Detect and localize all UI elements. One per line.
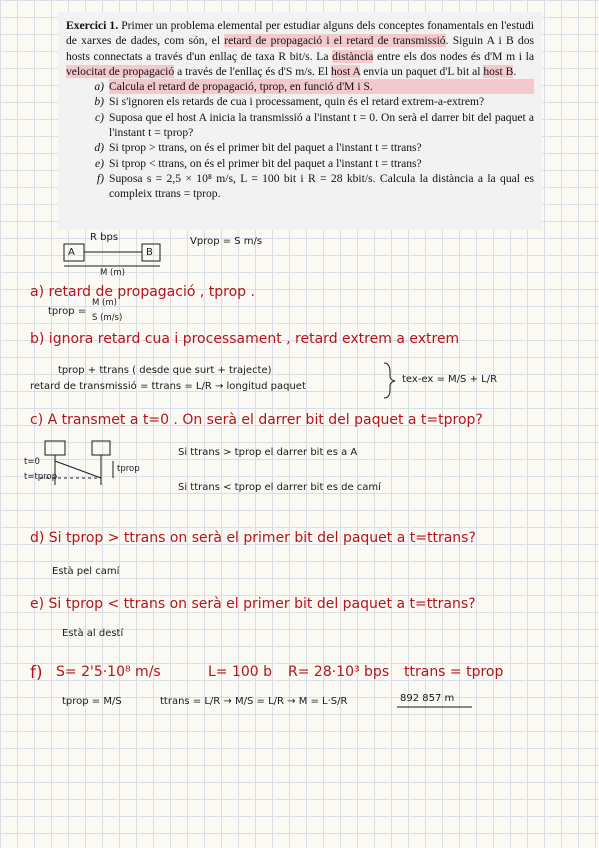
answer-b-line2: retard de transmissió = ttrans = L/R → longitud paquet (30, 381, 306, 392)
answer-c-case2: Si ttrans < tprop el darrer bit es de camí (178, 482, 381, 493)
answer-b-title: b) ignora retard cua i processament , retard extrem a extrem (30, 331, 460, 347)
timing-signal (55, 461, 101, 478)
highlight-host-a: host A (330, 64, 361, 78)
answer-f-condition: ttrans = tprop (404, 664, 504, 680)
timing-node-b (92, 441, 110, 455)
answer-c-case1: Si ttrans > tprop el darrer bit es a A (178, 447, 358, 458)
diagram-distance: M (m) (100, 268, 125, 278)
question-c: c) Suposa que el host A inicia la transmissió a l'instant t = 0. On serà el darrer bit del paquet a l'instant t = tprop? (94, 110, 534, 140)
answer-a-numerator: M (m) (92, 298, 117, 308)
highlight-host-b: host B (483, 64, 514, 78)
highlight-velocitat: velocitat de propagació (66, 64, 175, 78)
diagram-rate: R bps (90, 232, 119, 243)
problem-intro: Exercici 1. Primer un problema elemental per estudiar alguns dels conceptes fonamentals en l'estudi de xarxes de dades, com són, el retard de propagació i el retard de transmissió. Siguin A i B dos hosts connectats a través d'un enllaç de taxa R bit/s. La distància entre els dos nodes és d'M m i la velocitat de propagació a través de l'enllaç és d'S m/s. El host A envia un paquet d'L bit al host B. (66, 19, 534, 78)
answer-d-text: Està pel camí (52, 566, 120, 577)
timing-t0-label: t=0 (24, 457, 40, 467)
answer-c-title: c) A transmet a t=0 . On serà el darrer bit del paquet a t=tprop? (30, 412, 483, 428)
timing-node-a (45, 441, 65, 455)
answer-d-title: d) Si tprop > ttrans on serà el primer bit del paquet a t=ttrans? (30, 530, 476, 546)
diagram-node-a: A (68, 247, 75, 258)
answer-b-result: tex-ex = M/S + L/R (402, 374, 498, 385)
exercise-heading: Exercici 1. (66, 19, 119, 32)
answer-a-title: a) retard de propagació , tprop . (30, 284, 255, 300)
vprop-note: Vprop = S m/s (190, 236, 263, 247)
highlight-distancia: distància (332, 49, 374, 63)
diagram-node-b: B (146, 247, 153, 258)
question-f: f) Suposa s = 2,5 × 10⁸ m/s, L = 100 bit i R = 28 kbit/s. Calcula la distància a la qual es compleix ttrans = tprop. (96, 171, 534, 201)
answer-f-length: L= 100 b (208, 664, 273, 680)
answer-f-speed: S= 2'5·10⁸ m/s (56, 664, 161, 680)
answer-a-lhs: tprop = (48, 306, 87, 317)
answer-b-line1: tprop + ttrans ( desde que surt + trajecte) (58, 365, 272, 376)
answer-a-denominator: S (m/s) (92, 313, 123, 323)
answer-e-title: e) Si tprop < ttrans on serà el primer bit del paquet a t=ttrans? (30, 596, 476, 612)
timing-tprop-label: t=tprop (24, 472, 58, 482)
brace (384, 363, 395, 398)
timing-bracket-label: tprop (117, 464, 140, 474)
highlight-retards: retard de propagació i el retard de transmissió (224, 34, 446, 48)
question-e: e) Si tprop < ttrans, on és el primer bit del paquet a l'instant t = ttrans? (94, 156, 422, 170)
answer-f-derivation: ttrans = L/R → M/S = L/R → M = L·S/R (160, 696, 348, 707)
answer-f-result: 892 857 m (400, 693, 455, 704)
answer-f-label: f) (30, 663, 43, 683)
question-d: d) Si tprop > ttrans, on és el primer bit del paquet a l'instant t = ttrans? (94, 141, 422, 155)
answer-e-text: Està al destí (62, 628, 124, 639)
question-a: a) Calcula el retard de propagació, tprop, en funció d'M i S. (66, 79, 534, 94)
answer-f-tprop: tprop = M/S (62, 696, 122, 707)
answer-f-rate: R= 28·10³ bps (288, 664, 390, 680)
question-b: b) Si s'ignoren els retards de cua i processament, quin és el retard extrem-a-extrem? (94, 95, 485, 109)
